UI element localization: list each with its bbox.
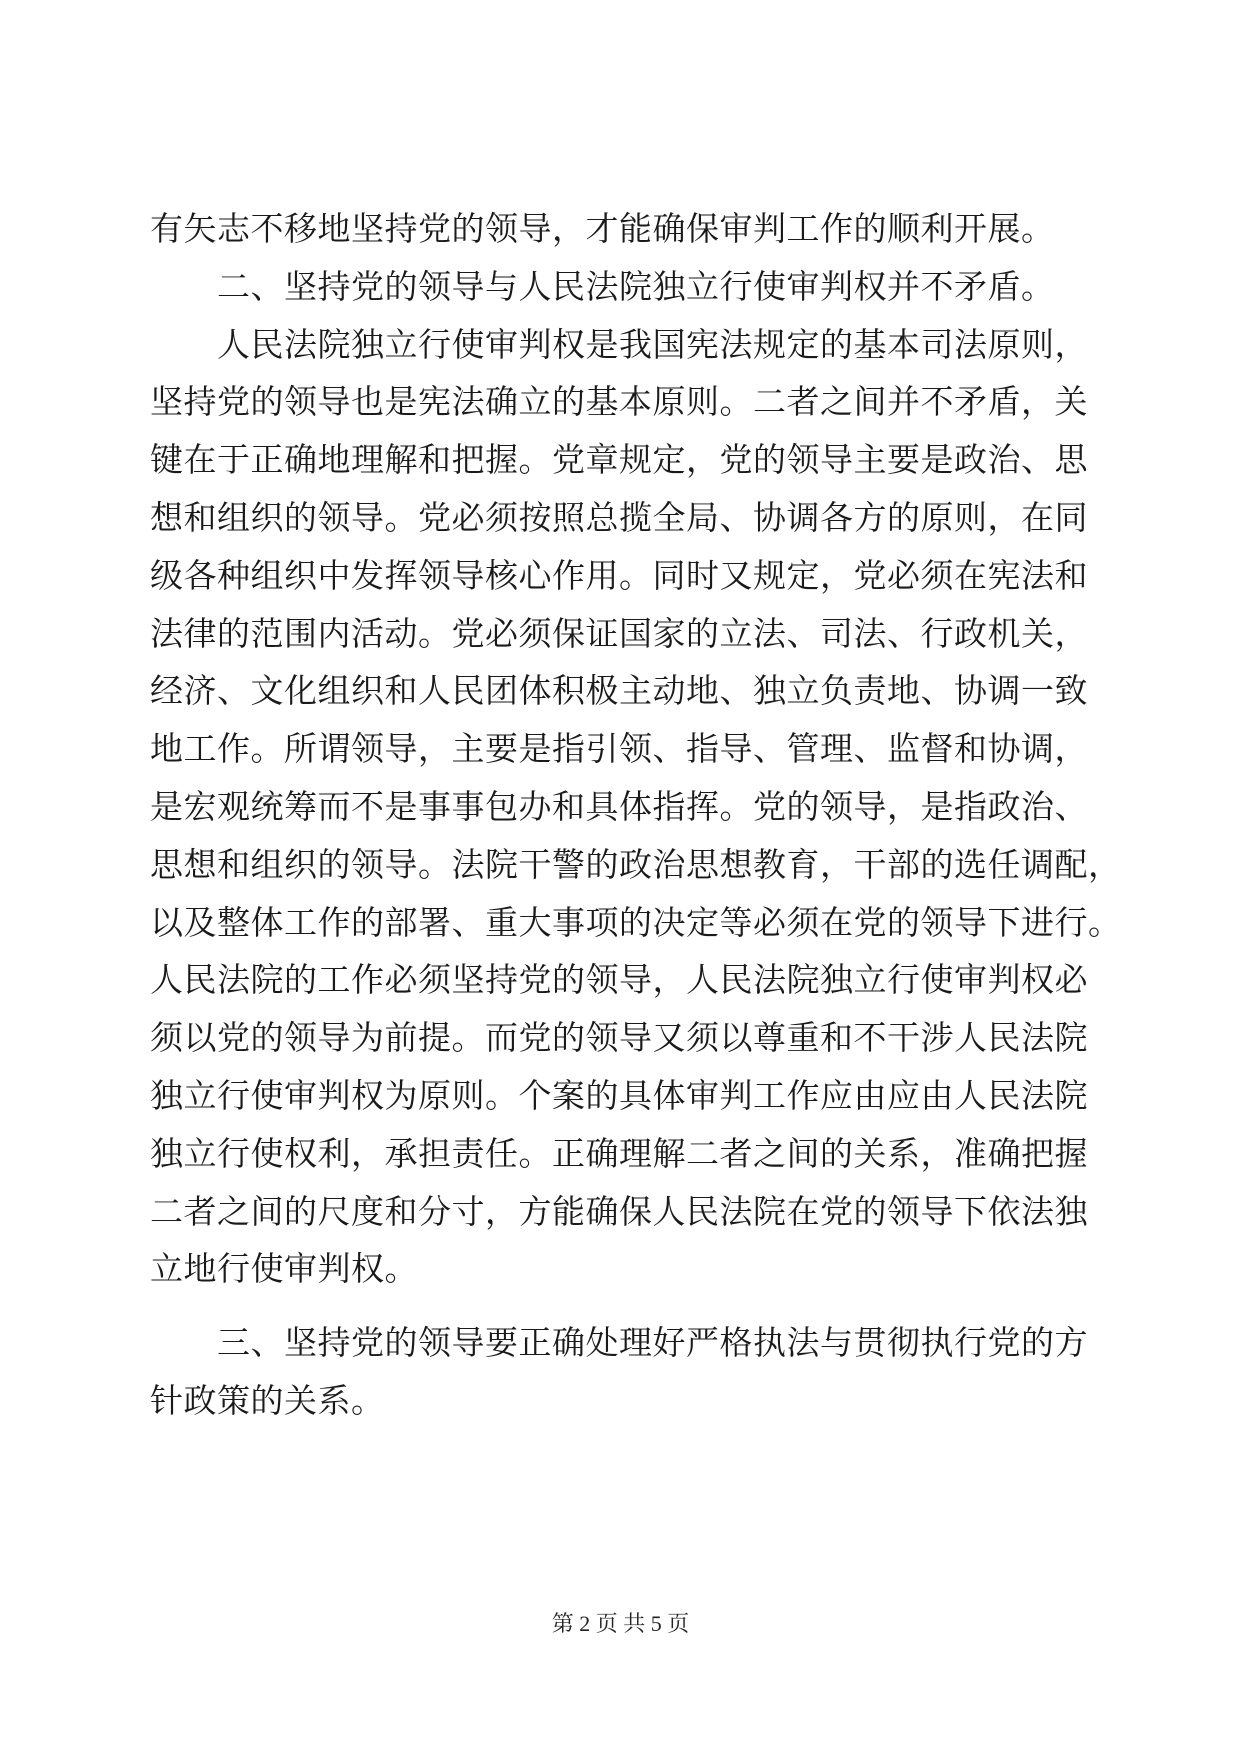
text-line-17: 独立行使权利，承担责任。正确理解二者之间的关系，准确把握 bbox=[150, 1133, 1088, 1173]
text-line-6: 想和组织的领导。党必须按照总揽全局、协调各方的原则，在同 bbox=[150, 497, 1088, 537]
text-line-15: 须以党的领导为前提。而党的领导又须以尊重和不干涉人民法院 bbox=[150, 1018, 1088, 1058]
text-line-19: 立地行使审判权。 bbox=[150, 1249, 418, 1289]
text-line-5: 键在于正确地理解和把握。党章规定，党的领导主要是政治、思 bbox=[150, 440, 1088, 480]
text-line-13: 以及整体工作的部署、重大事项的决定等必须在党的领导下进行。 bbox=[150, 902, 1122, 942]
text-line-3: 人民法院独立行使审判权是我国宪法规定的基本司法原则， bbox=[150, 324, 1088, 364]
text-line-7: 级各种组织中发挥领导核心作用。同时又规定，党必须在宪法和 bbox=[150, 555, 1088, 595]
text-line-9: 经济、文化组织和人民团体积极主动地、独立负责地、协调一致 bbox=[150, 671, 1088, 711]
text-line-10: 地工作。所谓领导，主要是指引领、指导、管理、监督和协调， bbox=[150, 729, 1088, 769]
document-body bbox=[150, 200, 1122, 1430]
text-line-8: 法律的范围内活动。党必须保证国家的立法、司法、行政机关， bbox=[150, 613, 1088, 653]
text-line-11: 是宏观统筹而不是事事包办和具体指挥。党的领导，是指政治、 bbox=[150, 786, 1088, 826]
text-line-4: 坚持党的领导也是宪法确立的基本原则。二者之间并不矛盾，关 bbox=[150, 382, 1088, 422]
text-line-21: 针政策的关系。 bbox=[150, 1380, 385, 1420]
text-line-18: 二者之间的尺度和分寸，方能确保人民法院在党的领导下依法独 bbox=[150, 1191, 1088, 1231]
text-line-1: 有矢志不移地坚持党的领导，才能确保审判工作的顺利开展。 bbox=[150, 209, 1055, 248]
page-number-footer: 第 2 页 共 5 页 bbox=[551, 1611, 690, 1636]
text-line-16: 独立行使审判权为原则。个案的具体审判工作应由应由人民法院 bbox=[150, 1075, 1088, 1115]
text-line-20: 三、坚持党的领导要正确处理好严格执法与贯彻执行党的方 bbox=[150, 1323, 1088, 1363]
text-line-12: 思想和组织的领导。法院干警的政治思想教育，干部的选任调配， bbox=[150, 844, 1122, 884]
text-line-2: 二、坚持党的领导与人民法院独立行使审判权并不矛盾。 bbox=[150, 266, 1055, 306]
text-line-14: 人民法院的工作必须坚持党的领导，人民法院独立行使审判权必 bbox=[150, 960, 1088, 1000]
